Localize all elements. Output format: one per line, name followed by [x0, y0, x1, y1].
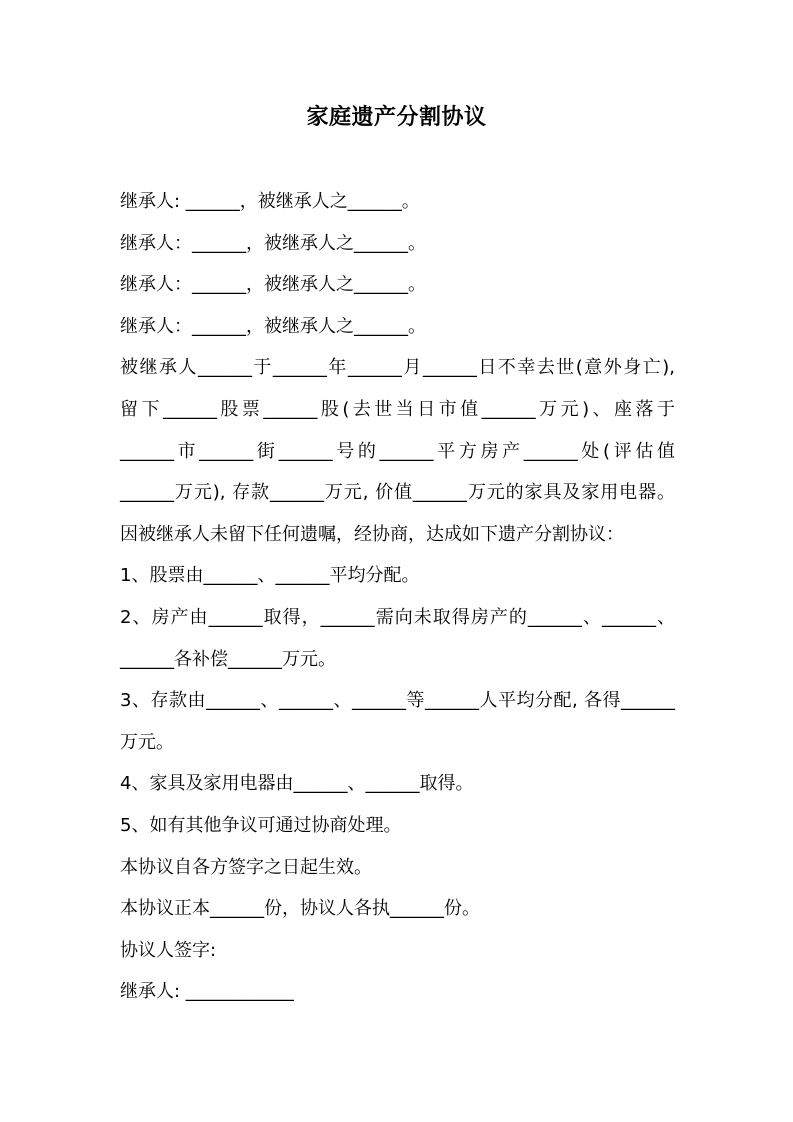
clause-2-line-2: ______各补偿______万元。	[120, 648, 336, 670]
heir-line-2: 继承人：______，被继承人之______。	[120, 232, 426, 254]
estate-paragraph-line-3: ______市______街______号的______平方房产______处(评估值	[120, 440, 675, 462]
heir-line-1: 继承人: ______，被继承人之______。	[120, 191, 420, 212]
heir-signature-line: 继承人: ____________	[120, 981, 294, 1003]
clause-3-line-2: 万元。	[120, 731, 174, 753]
document-body	[120, 181, 680, 1013]
estate-paragraph-line-1: 被继承人______于______年______月______日不幸去世(意外身亡),	[120, 357, 675, 379]
copies-clause: 本协议正本______份，协议人各执______份。	[120, 898, 480, 920]
clause-3-line-1: 3、存款由______、______、______等______人平均分配, 各得______	[120, 690, 675, 712]
heir-line-3: 继承人：______，被继承人之______。	[120, 274, 426, 296]
document-title: 家庭遗产分割协议	[306, 105, 487, 130]
clause-5: 5、如有其他争议可通过协商处理。	[120, 814, 402, 836]
clause-1: 1、股票由______、______平均分配。	[120, 565, 420, 587]
agreement-intro: 因被继承人未留下任何遗嘱，经协商，达成如下遗产分割协议：	[120, 523, 624, 545]
heir-line-4: 继承人：______，被继承人之______。	[120, 315, 426, 337]
signature-heading: 协议人签字:	[120, 939, 217, 961]
clause-4: 4、家具及家用电器由______、______取得。	[120, 773, 474, 795]
estate-paragraph-line-4: ______万元), 存款______万元, 价值______万元的家具及家用电器。	[120, 482, 675, 504]
clause-2-line-1: 2、房产由______取得，______需向未取得房产的______、______、	[120, 606, 675, 628]
effective-clause: 本协议自各方签字之日起生效。	[120, 856, 372, 878]
estate-paragraph-line-2: 留下______股票______股(去世当日市值______万元)、座落于	[120, 398, 675, 420]
